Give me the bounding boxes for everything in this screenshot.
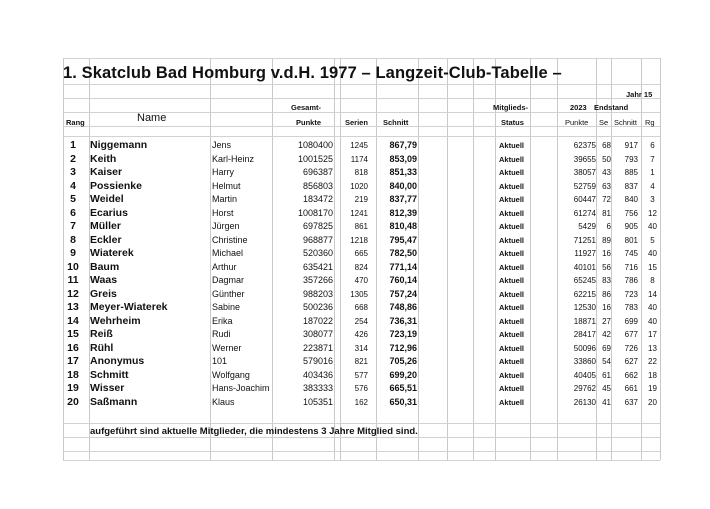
last-name-cell: Eckler (90, 233, 122, 246)
total-points-cell: 697825 (302, 221, 333, 231)
series-count-cell: 861 (354, 222, 368, 231)
last-name-cell: Saßmann (90, 395, 138, 408)
year-points-cell: 29762 (573, 384, 596, 393)
table-row (0, 342, 710, 355)
average-cell: 736,31 (389, 315, 417, 326)
table-row (0, 288, 710, 301)
year-series-cell: 50 (602, 154, 611, 164)
member-status-cell: Aktuell (499, 343, 525, 353)
first-name-cell: Christine (212, 234, 248, 245)
year-average-cell: 661 (624, 384, 638, 393)
table-row (0, 274, 710, 287)
rank-cell: 4 (70, 179, 76, 192)
member-status-cell: Aktuell (499, 235, 525, 245)
rank-cell: 19 (67, 382, 79, 394)
year-average-cell: 699 (624, 316, 638, 326)
header-year-serien: Se (599, 118, 609, 127)
year-rank-cell: 19 (648, 384, 657, 393)
table-row (0, 180, 710, 193)
table-row (0, 382, 710, 395)
year-series-cell: 16 (602, 303, 611, 312)
year-rank-cell: 7 (650, 154, 655, 164)
total-points-cell: 183472 (302, 194, 333, 204)
year-series-cell: 43 (602, 168, 611, 177)
member-status-cell: Aktuell (499, 357, 525, 366)
table-row (0, 301, 710, 314)
year-rank-cell: 6 (650, 141, 655, 150)
year-average-cell: 837 (624, 181, 638, 191)
year-series-cell: 89 (602, 235, 611, 245)
first-name-cell: Karl-Heinz (212, 153, 255, 164)
member-status-cell: Aktuell (499, 276, 525, 285)
year-rank-cell: 13 (648, 343, 657, 353)
year-rank-cell: 15 (648, 262, 657, 272)
rank-cell: 2 (70, 152, 76, 165)
series-count-cell: 470 (354, 276, 368, 285)
last-name-cell: Rühl (90, 341, 114, 354)
member-status-cell: Aktuell (499, 384, 525, 393)
year-series-cell: 45 (602, 384, 611, 393)
year-points-cell: 40405 (573, 370, 596, 380)
year-series-cell: 81 (602, 208, 611, 218)
rank-cell: 20 (67, 395, 79, 408)
first-name-cell: Harry (212, 167, 234, 177)
header-mitglieds: Mitglieds- (493, 103, 528, 112)
header-gesamt: Gesamt- (291, 103, 322, 112)
rank-cell: 1 (70, 139, 76, 151)
last-name-cell: Anonymus (90, 355, 145, 367)
series-count-cell: 1218 (350, 235, 368, 245)
year-rank-cell: 40 (648, 303, 657, 312)
year-average-cell: 783 (624, 303, 638, 312)
table-row (0, 139, 710, 152)
member-status-cell: Aktuell (499, 397, 525, 407)
last-name-cell: Schmitt (90, 368, 129, 381)
year-series-cell: 41 (602, 397, 611, 407)
first-name-cell: Michael (212, 248, 244, 258)
year-series-cell: 54 (602, 357, 611, 366)
first-name-cell: Erika (212, 315, 233, 326)
year-series-cell: 27 (602, 316, 611, 326)
year-points-cell: 18871 (573, 316, 596, 326)
total-points-cell: 520360 (302, 248, 333, 258)
last-name-cell: Reiß (90, 328, 113, 340)
header-year-rang: Rg (645, 118, 655, 127)
year-series-cell: 56 (602, 262, 611, 272)
average-cell: 705,26 (389, 356, 417, 366)
year-rank-cell: 5 (650, 235, 655, 245)
header-serien: Serien (345, 118, 368, 127)
total-points-cell: 500236 (302, 302, 333, 312)
rank-cell: 3 (70, 166, 76, 178)
rank-cell: 15 (67, 328, 79, 340)
total-points-cell: 187022 (302, 315, 333, 326)
year-average-cell: 917 (624, 141, 638, 150)
rank-cell: 12 (67, 287, 79, 300)
year-points-cell: 39655 (573, 154, 596, 164)
last-name-cell: Greis (90, 287, 117, 300)
table-row (0, 166, 710, 179)
year-points-cell: 50096 (573, 343, 596, 353)
last-name-cell: Niggemann (90, 139, 148, 151)
series-count-cell: 1245 (350, 141, 368, 150)
member-status-cell: Aktuell (499, 370, 525, 380)
header-punkte: Punkte (296, 118, 322, 127)
average-cell: 723,19 (389, 329, 417, 339)
last-name-cell: Meyer-Wiaterek (90, 301, 168, 313)
last-name-cell: Keith (90, 152, 117, 165)
series-count-cell: 1174 (350, 154, 368, 164)
year-average-cell: 745 (624, 249, 638, 258)
year-rank-cell: 40 (648, 316, 657, 326)
year-series-cell: 6 (606, 222, 611, 231)
first-name-cell: Horst (212, 207, 234, 218)
series-count-cell: 254 (354, 316, 368, 326)
year-points-cell: 52759 (573, 181, 596, 191)
year-points-cell: 33860 (573, 357, 596, 366)
first-name-cell: Sabine (212, 302, 241, 312)
year-average-cell: 677 (624, 330, 638, 339)
series-count-cell: 1305 (350, 289, 368, 299)
year-points-cell: 28417 (573, 330, 596, 339)
first-name-cell: Helmut (212, 180, 241, 191)
year-points-cell: 71251 (573, 235, 596, 245)
member-status-cell: Aktuell (499, 249, 525, 258)
member-status-cell: Aktuell (499, 316, 525, 326)
year-rank-cell: 4 (650, 181, 655, 191)
total-points-cell: 579016 (302, 356, 333, 366)
series-count-cell: 665 (354, 249, 368, 258)
year-rank-cell: 20 (648, 397, 657, 407)
year-average-cell: 716 (624, 262, 638, 272)
table-row (0, 369, 710, 382)
average-cell: 699,20 (389, 369, 417, 380)
year-points-cell: 60447 (573, 195, 596, 204)
first-name-cell: Klaus (212, 396, 235, 407)
header-year-punkte: Punkte (565, 118, 589, 127)
last-name-cell: Wiaterek (90, 247, 134, 259)
header-year-schnitt: Schnitt (614, 118, 637, 127)
year-average-cell: 840 (624, 195, 638, 204)
last-name-cell: Weidel (90, 193, 124, 205)
total-points-cell: 968877 (302, 234, 333, 245)
rank-cell: 16 (67, 341, 79, 354)
last-name-cell: Baum (90, 260, 120, 273)
year-average-cell: 801 (624, 235, 638, 245)
member-status-cell: Aktuell (499, 141, 525, 150)
total-points-cell: 105351 (302, 396, 333, 407)
last-name-cell: Waas (90, 274, 118, 286)
table-row (0, 328, 710, 341)
rank-cell: 6 (70, 206, 76, 219)
average-cell: 771,14 (389, 261, 417, 272)
series-count-cell: 1241 (350, 208, 368, 218)
average-cell: 810,48 (389, 221, 417, 231)
year-points-cell: 65245 (573, 276, 596, 285)
rank-cell: 5 (70, 193, 76, 205)
member-status-cell: Aktuell (499, 154, 525, 164)
first-name-cell: Jürgen (212, 221, 240, 231)
total-points-cell: 988203 (302, 288, 333, 299)
year-points-cell: 62215 (573, 289, 596, 299)
year-rank-cell: 14 (648, 289, 657, 299)
total-points-cell: 1008170 (297, 207, 333, 218)
year-series-cell: 86 (602, 289, 611, 299)
first-name-cell: Hans-Joachim (212, 383, 270, 393)
first-name-cell: Dagmar (212, 275, 245, 285)
year-average-cell: 793 (624, 154, 638, 164)
average-cell: 851,33 (389, 167, 417, 177)
year-rank-cell: 40 (648, 249, 657, 258)
year-series-cell: 69 (602, 343, 611, 353)
average-cell: 795,47 (389, 234, 417, 245)
year-rank-cell: 3 (650, 195, 655, 204)
rank-cell: 17 (67, 355, 79, 367)
first-name-cell: Jens (212, 140, 232, 150)
average-cell: 712,96 (389, 342, 417, 353)
year-points-cell: 5429 (578, 222, 596, 231)
year-points-cell: 62375 (573, 141, 596, 150)
table-row (0, 207, 710, 220)
last-name-cell: Possienke (90, 179, 142, 192)
series-count-cell: 314 (354, 343, 368, 353)
series-count-cell: 824 (354, 262, 368, 272)
total-points-cell: 696387 (302, 167, 333, 177)
total-points-cell: 403436 (302, 369, 333, 380)
series-count-cell: 577 (354, 370, 368, 380)
year-series-cell: 63 (602, 181, 611, 191)
average-cell: 782,50 (389, 248, 417, 258)
series-count-cell: 576 (354, 384, 368, 393)
year-average-cell: 885 (624, 168, 638, 177)
member-status-cell: Aktuell (499, 208, 525, 218)
year-rank-cell: 22 (648, 357, 657, 366)
year-series-cell: 16 (602, 249, 611, 258)
average-cell: 853,09 (389, 153, 417, 164)
year-average-cell: 723 (624, 289, 638, 299)
year-points-cell: 12530 (573, 303, 596, 312)
average-cell: 665,51 (389, 383, 417, 393)
year-series-cell: 83 (602, 276, 611, 285)
year-rank-cell: 17 (648, 330, 657, 339)
average-cell: 837,77 (389, 194, 417, 204)
member-status-cell: Aktuell (499, 289, 525, 299)
last-name-cell: Kaiser (90, 166, 123, 178)
total-points-cell: 1080400 (297, 140, 333, 150)
series-count-cell: 668 (354, 303, 368, 312)
total-points-cell: 308077 (302, 329, 333, 339)
member-status-cell: Aktuell (499, 222, 525, 231)
year-points-cell: 11927 (574, 249, 596, 258)
footnote: aufgeführt sind aktuelle Mitglieder, die mindestens 3 Jahre Mitglied sind. (90, 426, 418, 437)
year-average-cell: 637 (624, 397, 638, 407)
member-status-cell: Aktuell (499, 330, 525, 339)
total-points-cell: 383333 (302, 383, 333, 393)
member-status-cell: Aktuell (499, 181, 525, 191)
first-name-cell: Arthur (212, 261, 237, 272)
member-status-cell: Aktuell (499, 303, 525, 312)
member-status-cell: Aktuell (499, 262, 525, 272)
last-name-cell: Müller (90, 220, 121, 232)
year-rank-cell: 18 (648, 370, 657, 380)
average-cell: 812,39 (389, 207, 417, 218)
table-row (0, 153, 710, 166)
member-status-cell: Aktuell (499, 195, 525, 204)
total-points-cell: 1001525 (297, 153, 333, 164)
first-name-cell: Werner (212, 342, 242, 353)
member-status-cell: Aktuell (499, 168, 525, 177)
table-row (0, 193, 710, 206)
series-count-cell: 1020 (350, 181, 368, 191)
header-year-period: Jahr 15 (626, 90, 653, 99)
rank-cell: 11 (67, 274, 79, 286)
series-count-cell: 162 (354, 397, 368, 407)
rank-cell: 8 (70, 233, 76, 246)
rank-cell: 10 (67, 260, 79, 273)
year-rank-cell: 40 (648, 222, 657, 231)
total-points-cell: 856803 (302, 180, 333, 191)
year-rank-cell: 1 (650, 168, 655, 177)
first-name-cell: Martin (212, 194, 238, 204)
rank-cell: 13 (67, 301, 79, 313)
average-cell: 757,24 (389, 288, 417, 299)
table-row (0, 315, 710, 328)
year-rank-cell: 12 (648, 208, 657, 218)
year-average-cell: 726 (624, 343, 638, 353)
table-row (0, 220, 710, 233)
year-points-cell: 61274 (573, 208, 596, 218)
rank-cell: 7 (70, 220, 76, 232)
rank-cell: 9 (70, 247, 76, 259)
series-count-cell: 818 (354, 168, 368, 177)
header-year-2023: 2023 (570, 103, 587, 112)
header-schnitt: Schnitt (383, 118, 409, 127)
year-points-cell: 38057 (573, 168, 596, 177)
header-status: Status (501, 118, 524, 127)
year-series-cell: 42 (602, 330, 611, 339)
page-title: 1. Skatclub Bad Homburg v.d.H. 1977 – Langzeit-Club-Tabelle – (63, 64, 562, 82)
average-cell: 867,79 (389, 140, 417, 150)
header-endstand: Endstand (594, 103, 629, 112)
first-name-cell: Günther (212, 288, 245, 299)
first-name-cell: Wolfgang (212, 369, 250, 380)
first-name-cell: Rudi (212, 329, 231, 339)
series-count-cell: 219 (354, 195, 368, 204)
rank-cell: 14 (67, 314, 79, 327)
header-rang: Rang (66, 118, 85, 127)
average-cell: 840,00 (389, 180, 417, 191)
table-row (0, 261, 710, 274)
year-series-cell: 68 (602, 141, 611, 150)
average-cell: 748,86 (389, 302, 417, 312)
year-average-cell: 786 (624, 276, 638, 285)
series-count-cell: 821 (354, 357, 368, 366)
header-name: Name (137, 112, 167, 124)
year-series-cell: 72 (602, 195, 611, 204)
rank-cell: 18 (67, 368, 79, 381)
table-row (0, 355, 710, 368)
year-points-cell: 40101 (573, 262, 596, 272)
table-row (0, 234, 710, 247)
series-count-cell: 426 (354, 330, 368, 339)
first-name-cell: 101 (212, 356, 228, 366)
year-series-cell: 61 (602, 370, 611, 380)
year-points-cell: 26130 (573, 397, 596, 407)
year-average-cell: 905 (624, 222, 638, 231)
last-name-cell: Ecarius (90, 206, 128, 219)
total-points-cell: 635421 (302, 261, 333, 272)
year-rank-cell: 8 (650, 276, 655, 285)
last-name-cell: Wehrheim (90, 314, 141, 327)
total-points-cell: 357266 (302, 275, 333, 285)
table-row (0, 247, 710, 260)
year-average-cell: 627 (624, 357, 638, 366)
year-average-cell: 662 (624, 370, 638, 380)
average-cell: 760,14 (389, 275, 417, 285)
average-cell: 650,31 (389, 396, 417, 407)
total-points-cell: 223871 (302, 342, 333, 353)
year-average-cell: 756 (624, 208, 638, 218)
last-name-cell: Wisser (90, 382, 125, 394)
table-row (0, 396, 710, 409)
